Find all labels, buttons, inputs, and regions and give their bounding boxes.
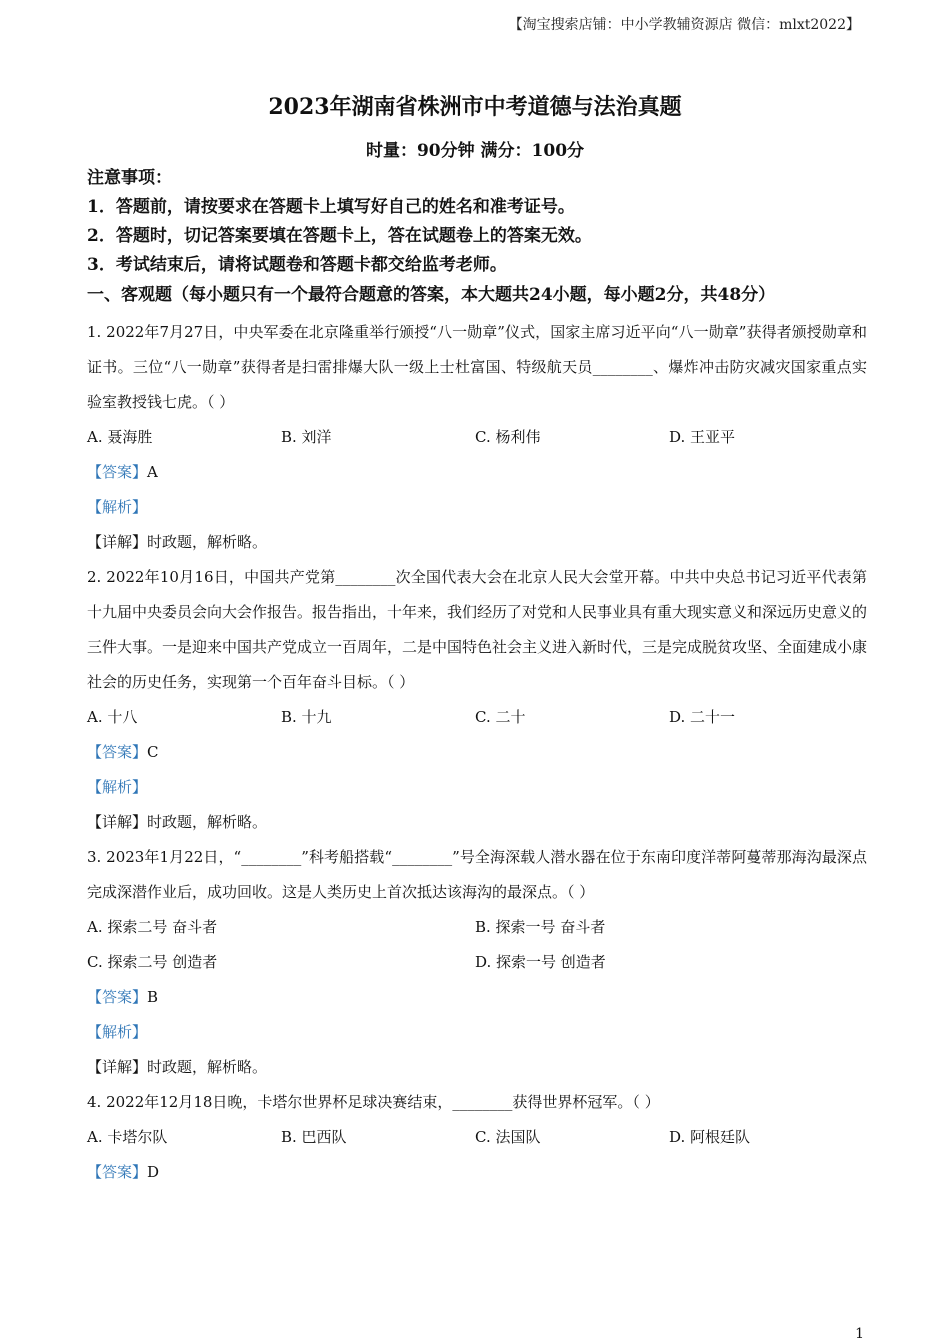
detail-label: 【详解】 — [87, 533, 148, 551]
option-c: C. 杨利伟 — [475, 428, 541, 446]
option-b: B. 刘洋 — [281, 428, 332, 446]
detail-text: 时政题，解析略。 — [147, 813, 268, 831]
option-list — [87, 945, 867, 980]
detail-label: 【详解】 — [87, 813, 148, 831]
analysis-label: 【解析】 — [87, 498, 148, 516]
option-b: B. 巴西队 — [281, 1128, 347, 1146]
option-list — [87, 700, 867, 735]
option-b: B. 探索一号 奋斗者 — [475, 918, 606, 936]
notice-item: 1．答题前，请按要求在答题卡上填写好自己的姓名和准考证号。 — [87, 197, 575, 217]
answer-line — [87, 735, 867, 770]
answer-label: 【答案】 — [87, 988, 148, 1006]
option-a: A. 十八 — [87, 708, 138, 726]
header-note: 【淘宝搜索店铺：中小学教辅资源店 微信：mlxt2022】 — [508, 17, 860, 33]
answer-label: 【答案】 — [87, 1163, 148, 1181]
page-number: 1 — [855, 1326, 864, 1342]
answer-value: C — [147, 743, 159, 761]
option-c: C. 法国队 — [475, 1128, 541, 1146]
option-list — [87, 1120, 867, 1155]
option-list — [87, 910, 867, 945]
option-a: A. 卡塔尔队 — [87, 1128, 168, 1146]
option-a: A. 聂海胜 — [87, 428, 153, 446]
answer-line — [87, 1155, 867, 1190]
detail-text: 时政题，解析略。 — [147, 1058, 268, 1076]
section-heading: 一、客观题（每小题只有一个最符合题意的答案，本大题共24小题，每小题2分，共48分） — [87, 285, 776, 305]
analysis-label: 【解析】 — [87, 1023, 148, 1041]
answer-label: 【答案】 — [87, 743, 148, 761]
notice-item: 3．考试结束后，请将试题卷和答题卡都交给监考老师。 — [87, 255, 507, 275]
option-b: B. 十九 — [281, 708, 332, 726]
answer-line — [87, 980, 867, 1015]
option-d: D. 王亚平 — [669, 428, 736, 446]
option-c: C. 二十 — [475, 708, 526, 726]
answer-line — [87, 455, 867, 490]
option-c: C. 探索二号 创造者 — [87, 953, 218, 971]
notice-heading: 注意事项： — [87, 168, 172, 188]
exam-info: 时量：90分钟 满分：100分 — [365, 141, 585, 161]
page-title: 2023年湖南省株洲市中考道德与法治真题 — [268, 94, 682, 120]
answer-value: D — [147, 1163, 160, 1181]
detail-line — [87, 1050, 867, 1085]
answer-value: A — [147, 463, 158, 481]
option-d: D. 探索一号 创造者 — [475, 953, 606, 971]
detail-text: 时政题，解析略。 — [147, 533, 268, 551]
detail-line — [87, 805, 867, 840]
option-d: D. 阿根廷队 — [669, 1128, 751, 1146]
document-body — [87, 164, 867, 1190]
question-text: 4. 2022年12月18日晚，卡塔尔世界杯足球决赛结束，________获得世界杯冠军。（ ） — [87, 1093, 660, 1111]
detail-line — [87, 525, 867, 560]
answer-label: 【答案】 — [87, 463, 148, 481]
question-text: 3. 2023年1月22日，“________”科考船搭载“________”号全海深载人潜水器在位于东南印度洋蒂阿蔓蒂那海沟最深点完成深潜作业后，成功回收。这是人类历史上首次抵达该海沟的最深点。（ ） — [87, 848, 867, 901]
question-text: 2. 2022年10月16日，中国共产党第________次全国代表大会在北京人民大会堂开幕。中共中央总书记习近平代表第十九届中央委员会向大会作报告。报告指出，十年来，我们经历了对党和人民事业具有重大现实意义和深远历史意义的三件大事。一是迎来中国共产党成立一百周年，二是中国特色社会主义进入新时代，三是完成脱贫攻坚、全面建成小康社会的历史任务，实现第一个百年奋斗目标。（ ） — [87, 568, 868, 691]
answer-value: B — [147, 988, 159, 1006]
analysis-label: 【解析】 — [87, 778, 148, 796]
option-list — [87, 420, 867, 455]
question-text: 1. 2022年7月27日，中央军委在北京隆重举行颁授“八一勋章”仪式，国家主席习近平向“八一勋章”获得者颁授勋章和证书。三位“八一勋章”获得者是扫雷排爆大队一级上士杜富国、特级航天员________、爆炸冲击防灾减灾国家重点实验室教授钱七虎。（ ） — [87, 323, 867, 411]
option-d: D. 二十一 — [669, 708, 736, 726]
notice-item: 2．答题时，切记答案要填在答题卡上，答在试题卷上的答案无效。 — [87, 226, 592, 246]
option-a: A. 探索二号 奋斗者 — [87, 918, 218, 936]
detail-label: 【详解】 — [87, 1058, 148, 1076]
